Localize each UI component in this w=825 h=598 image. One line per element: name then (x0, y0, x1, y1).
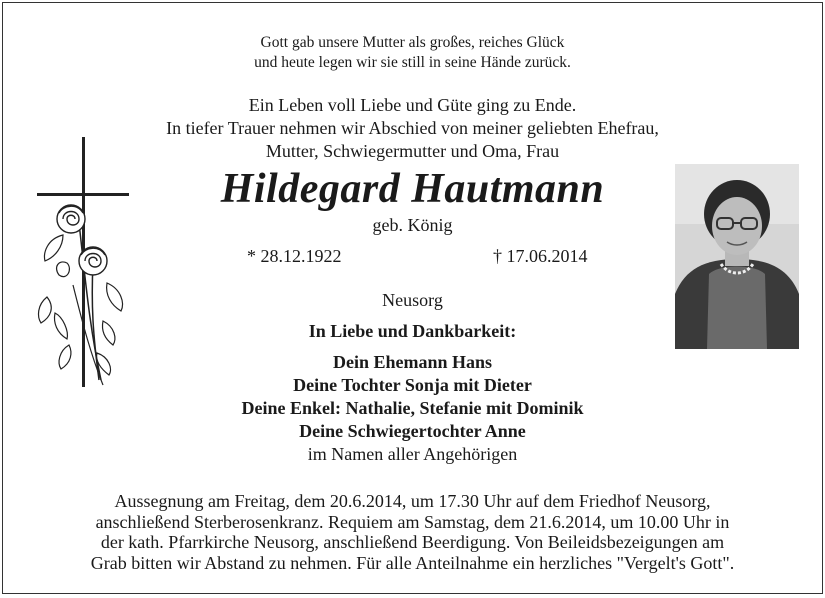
intro-line-3: Mutter, Schwiegermutter und Oma, Frau (265, 141, 560, 161)
notice-line-3: der kath. Pfarrkirche Neusorg, anschließend Beerdigung. Von Beileidsbezeigungen am (100, 532, 725, 552)
family-list (3, 351, 822, 466)
maiden-name: geb. König (372, 215, 453, 235)
deceased-name: Hildegard Hautmann (220, 166, 605, 212)
obituary-notice (2, 2, 823, 594)
family-heading: In Liebe und Dankbarkeit: (308, 321, 517, 341)
family-line-5: im Namen aller Angehörigen (307, 444, 518, 464)
portrait-photo (675, 164, 799, 349)
family-line-1: Dein Ehemann Hans (332, 352, 493, 372)
notice-line-2: anschließend Sterberosenkranz. Requiem am Samstag, dem 21.6.2014, um 10.00 Uhr in (95, 511, 730, 532)
place-name: Neusorg (382, 290, 443, 310)
notice-line-4: Grab bitten wir Abstand zu nehmen. Für alle Anteilnahme ein herzliches "Vergelt's Gott". (90, 552, 735, 573)
poem-line-2: und heute legen wir sie still in seine Hände zurück. (254, 54, 571, 71)
notice-line-1: Aussegnung am Freitag, dem 20.6.2014, um 17.30 Uhr auf dem Friedhof Neusorg, (114, 491, 711, 511)
family-line-2: Deine Tochter Sonja mit Dieter (293, 375, 532, 395)
poem-line-1: Gott gab unsere Mutter als großes, reiches Glück (260, 34, 565, 51)
family-line-3: Deine Enkel: Nathalie, Stefanie mit Dominik (241, 398, 584, 418)
funeral-notice (3, 491, 822, 573)
death-date: † 17.06.2014 (493, 246, 588, 266)
family-line-4: Deine Schwiegertochter Anne (299, 421, 526, 441)
poem-text (3, 33, 822, 73)
intro-text (3, 94, 822, 163)
birth-date: * 28.12.1922 (247, 246, 342, 266)
intro-line-2: In tiefer Trauer nehmen wir Abschied von meiner geliebten Ehefrau, (166, 118, 659, 138)
intro-line-1: Ein Leben voll Liebe und Güte ging zu Ende. (248, 95, 577, 115)
portrait-icon (675, 164, 799, 349)
